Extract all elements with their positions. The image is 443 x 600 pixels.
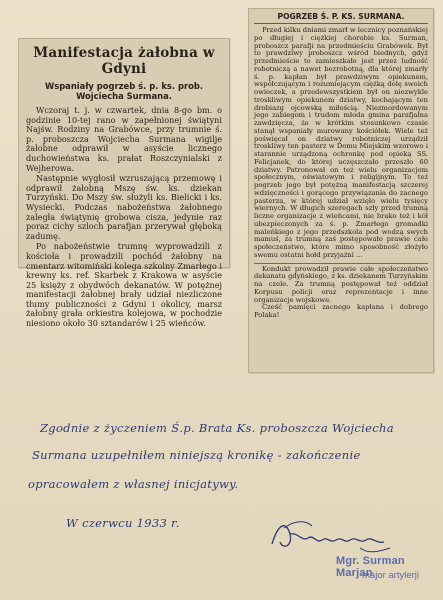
left-title: Manifestacja żałobna w Gdyni <box>33 45 215 77</box>
left-paragraph: Następnie wygłosił wzruszającą przemowę i odprawił żałobną Mszę św. ks. dziekan Turzyński. Do Mszy św. służyli ks. Bielicki i ks. Wysiecki. Podczas nabożeństwa żałobnego zaległa świątynię grobowa cisza, jedynie raz poraz cichy szloch parafjan przerywał głęboką zadumę. <box>26 173 222 241</box>
left-paragraph: Po nabożeństwie trumnę wyprowadzili z kościoła i prowadzili pochód żałobny na cmentarz witomiński kolega szkolny Zmarłego i krewny ks. ref. Skarbek z Krakowa w asyście 25 księży z obydwóch dekanatów. W potężnej manifestacji żałobnej brały udział niezliczone tłumy publiczności z Gdyni i okolicy, marsz żałobny grała orkiestra kolejowa, w pochodzie niesiono około 30 sztandarów i 25 wieńców. <box>26 241 222 329</box>
right-paragraph: Przed kilku dniami zmarł w lecznicy poznańskiej po długiej i ciężkiej chorobie ks. Surman, proboszcz parafji na przedmieściu Grabówek. Był to prawdziwy proboszcz wśród biednych, gdyż przedmieście to zamieszkałe jest przez ludność robotniczą a nawet bezrobotną, dla której zmarły ś. p. kapłan był prawdziwym opiekunem, współczującym i rozumiejącym ciężką dolę swoich owieczek, a przedewszystkiem był on niezwykle troskliwym opiekunem dziatwy, kochającym ten drobiazg ojcowską miłością. Niezmordowanym jego zabiegom i trudom młoda gmina parafjalna zawdzięcza, że w krótkim stosunkowo czasie stanął wspaniały murowany kościółek. Wiele też poświęcał on dziatwy robotniczej urządził troskliwy ten pasterz w Domu Miejskim wzorowo i starannie urządzoną ochronkę pod opieką SS. Felicjanek, do której uczęszczało przeszło 60 dziatwy. Patronował on też wielu organizacjom społecznym, oświatowym i religijnym. To też pogrzeb jego był potężną manifestacją szczerej wdzięczności i gorącego przywiązania do zacnego pasterza, w której udział wzięło wielu tysięcy wiernych. W długich szeregach szły przed trumną liczne organizacje z wieńcami, nie brako też i kół ubezpieczonych za ś. p. Zmarłego gromadki maleńkiego z jego przedszkola pod wodzą swych mamuś, za trumną zaś postępowało prawie całe społeczeństwo, które mimo sposobność złożyło swemu ostatni hołd przyjaźni ... <box>254 26 428 259</box>
stamp-name: Mgr. Surman Marjan <box>336 555 405 579</box>
divider <box>254 263 428 264</box>
signature-scribble <box>268 514 398 560</box>
right-title: POGRZEB Ś. P. KS. SURMANA. <box>254 12 428 24</box>
right-paragraph: Cześć pamięci zacnego kapłana i dobrego Polaka! <box>254 303 428 319</box>
handwritten-line: Surmana uzupełniłem niniejszą kronikę - zakończenie <box>32 448 361 462</box>
right-clipping <box>248 8 434 373</box>
stamp-rank: major artylerji <box>362 570 420 581</box>
handwritten-line: Zgodnie z życzeniem Ś.p. Brata Ks. proboszcza Wojciecha <box>40 421 394 435</box>
handwritten-date: W czerwcu 1933 r. <box>66 516 180 530</box>
handwritten-line: opracowałem z własnej inicjatywy. <box>28 477 239 491</box>
left-paragraph: Wczoraj t. j. w czwartek, dnia 8-go bm. o godzinie 10-tej rano w zapełnionej świątyni Najśw. Rodziny na Grabówce, przy trumnie ś. p. proboszcza Wojciecha Surmana wigilje żałobne odprawił w asyście licznego duchowieństwa ks. prałat Roszczynialski z Wejherowa. <box>26 105 222 173</box>
left-clipping <box>18 38 230 329</box>
right-paragraph: Kondukt prowadził prawie całe społeczeństwo dekanatu gdyńskiego, z ks. dziekanem Turzyńskim na czele. Za trumną postępował też oddział Korpusu policji oraz reprezentacje i inne organizacje wojskowe. <box>254 264 428 304</box>
left-subtitle: Wspaniały pogrzeb ś. p. ks. prob. Wojciecha Surmana. <box>44 81 204 101</box>
